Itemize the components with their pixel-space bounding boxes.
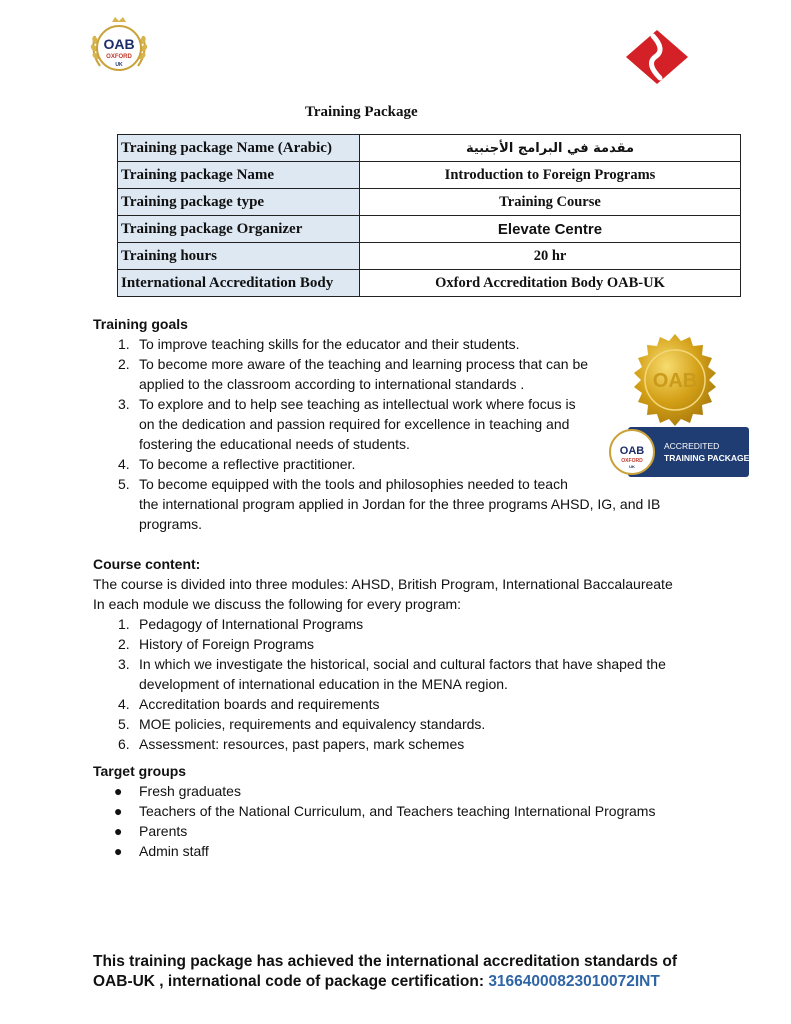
item-line: Parents: [139, 823, 188, 839]
course-content-section: [93, 554, 703, 754]
svg-text:OAB: OAB: [103, 36, 135, 52]
course-content-heading: Course content:: [93, 556, 201, 572]
item-line: Admin staff: [139, 843, 209, 859]
course-content-intro: In each module we discuss the following for every program:: [93, 596, 462, 612]
organizer-logo: [626, 30, 688, 84]
list-item: [93, 734, 703, 754]
table-row: [118, 243, 741, 270]
target-groups-heading: Target groups: [93, 763, 187, 779]
svg-text:OAB: OAB: [652, 370, 698, 392]
list-item: [93, 714, 703, 734]
item-line: In which we investigate the historical, social and cultural factors that have shaped the: [139, 656, 666, 672]
list-item: [93, 394, 693, 454]
item-line: programs.: [139, 516, 203, 532]
certification-code: 31664000823010072INT: [488, 973, 660, 990]
accreditation-text: This training package has achieved the international accreditation standards of OAB-UK , international code of package certification:: [93, 953, 677, 990]
list-item: [93, 841, 703, 861]
item-line: the international program applied in Jordan for the three programs AHSD, IG, and IB: [139, 496, 661, 512]
row-value: Training Course: [360, 189, 741, 216]
list-item: [93, 654, 703, 694]
item-number: 1.: [118, 336, 130, 352]
bullet-icon: ●: [114, 823, 123, 839]
item-line: applied to the classroom according to international standards .: [139, 376, 525, 392]
row-label: Training hours: [118, 243, 360, 270]
svg-text:UK: UK: [115, 62, 123, 68]
accreditation-statement: [93, 952, 713, 992]
row-label: Training package type: [118, 189, 360, 216]
row-label: Training package Organizer: [118, 216, 360, 243]
item-line: Accreditation boards and requirements: [139, 696, 380, 712]
row-value: Introduction to Foreign Programs: [360, 162, 741, 189]
row-label: Training package Name: [118, 162, 360, 189]
item-line: Assessment: resources, past papers, mark schemes: [139, 736, 465, 752]
item-line: development of international education in the MENA region.: [139, 676, 508, 692]
row-value: Elevate Centre: [360, 216, 741, 243]
table-row: [118, 270, 741, 297]
item-line: To become a reflective practitioner.: [139, 456, 356, 472]
item-number: 5.: [118, 716, 130, 732]
list-item: [93, 694, 703, 714]
row-value: مقدمة في البرامج الأجنبية: [360, 135, 741, 162]
table-row: [118, 216, 741, 243]
table-row: [118, 162, 741, 189]
item-number: 5.: [118, 476, 130, 492]
svg-text:UK: UK: [629, 464, 635, 469]
table-row: [118, 135, 741, 162]
svg-text:OAB: OAB: [619, 445, 645, 457]
item-number: 6.: [118, 736, 130, 752]
training-goals-section: [93, 314, 693, 534]
svg-text:OXFORD: OXFORD: [621, 458, 643, 464]
bullet-icon: ●: [114, 783, 123, 799]
item-number: 3.: [118, 396, 130, 412]
list-item: [93, 821, 703, 841]
item-line: To improve teaching skills for the educator and their students.: [139, 336, 520, 352]
item-number: 2.: [118, 356, 130, 372]
list-item: [93, 614, 703, 634]
row-value: Oxford Accreditation Body OAB-UK: [360, 270, 741, 297]
list-item: [93, 634, 703, 654]
list-item: [93, 801, 703, 821]
accredited-badge: [608, 427, 749, 477]
row-value: 20 hr: [360, 243, 741, 270]
list-item: [93, 781, 703, 801]
item-number: 4.: [118, 696, 130, 712]
item-number: 1.: [118, 616, 130, 632]
svg-text:OXFORD: OXFORD: [106, 54, 132, 60]
oab-oxford-logo: [86, 16, 152, 78]
bullet-icon: ●: [114, 803, 123, 819]
target-groups-section: [93, 761, 703, 861]
item-line: MOE policies, requirements and equivalency standards.: [139, 716, 486, 732]
table-row: [118, 189, 741, 216]
gold-seal-icon: [628, 333, 722, 427]
item-line: History of Foreign Programs: [139, 636, 315, 652]
item-line: To explore and to help see teaching as intellectual work where focus is: [139, 396, 576, 412]
item-line: To become more aware of the teaching and learning process that can be: [139, 356, 589, 372]
training-goals-heading: Training goals: [93, 316, 188, 332]
document-title: Training Package: [305, 104, 418, 120]
row-label: International Accreditation Body: [118, 270, 360, 297]
list-item: [93, 354, 693, 394]
list-item: [93, 474, 693, 534]
package-info-table: [117, 134, 741, 297]
item-line: on the dedication and passion required for excellence in teaching and: [139, 416, 570, 432]
bullet-icon: ●: [114, 843, 123, 859]
item-number: 4.: [118, 456, 130, 472]
course-content-intro: The course is divided into three modules: AHSD, British Program, International Baccalaureate: [93, 576, 673, 592]
item-line: fostering the educational needs of students.: [139, 436, 410, 452]
item-line: Fresh graduates: [139, 783, 241, 799]
item-line: Pedagogy of International Programs: [139, 616, 364, 632]
item-line: To become equipped with the tools and philosophies needed to teach: [139, 476, 568, 492]
svg-text:ACCREDITED: ACCREDITED: [664, 441, 720, 451]
item-number: 2.: [118, 636, 130, 652]
item-number: 3.: [118, 656, 130, 672]
list-item: [93, 454, 693, 474]
svg-text:TRAINING PACKAGE: TRAINING PACKAGE: [664, 453, 749, 463]
item-line: Teachers of the National Curriculum, and Teachers teaching International Programs: [139, 803, 656, 819]
list-item: [93, 334, 693, 354]
row-label: Training package Name (Arabic): [118, 135, 360, 162]
